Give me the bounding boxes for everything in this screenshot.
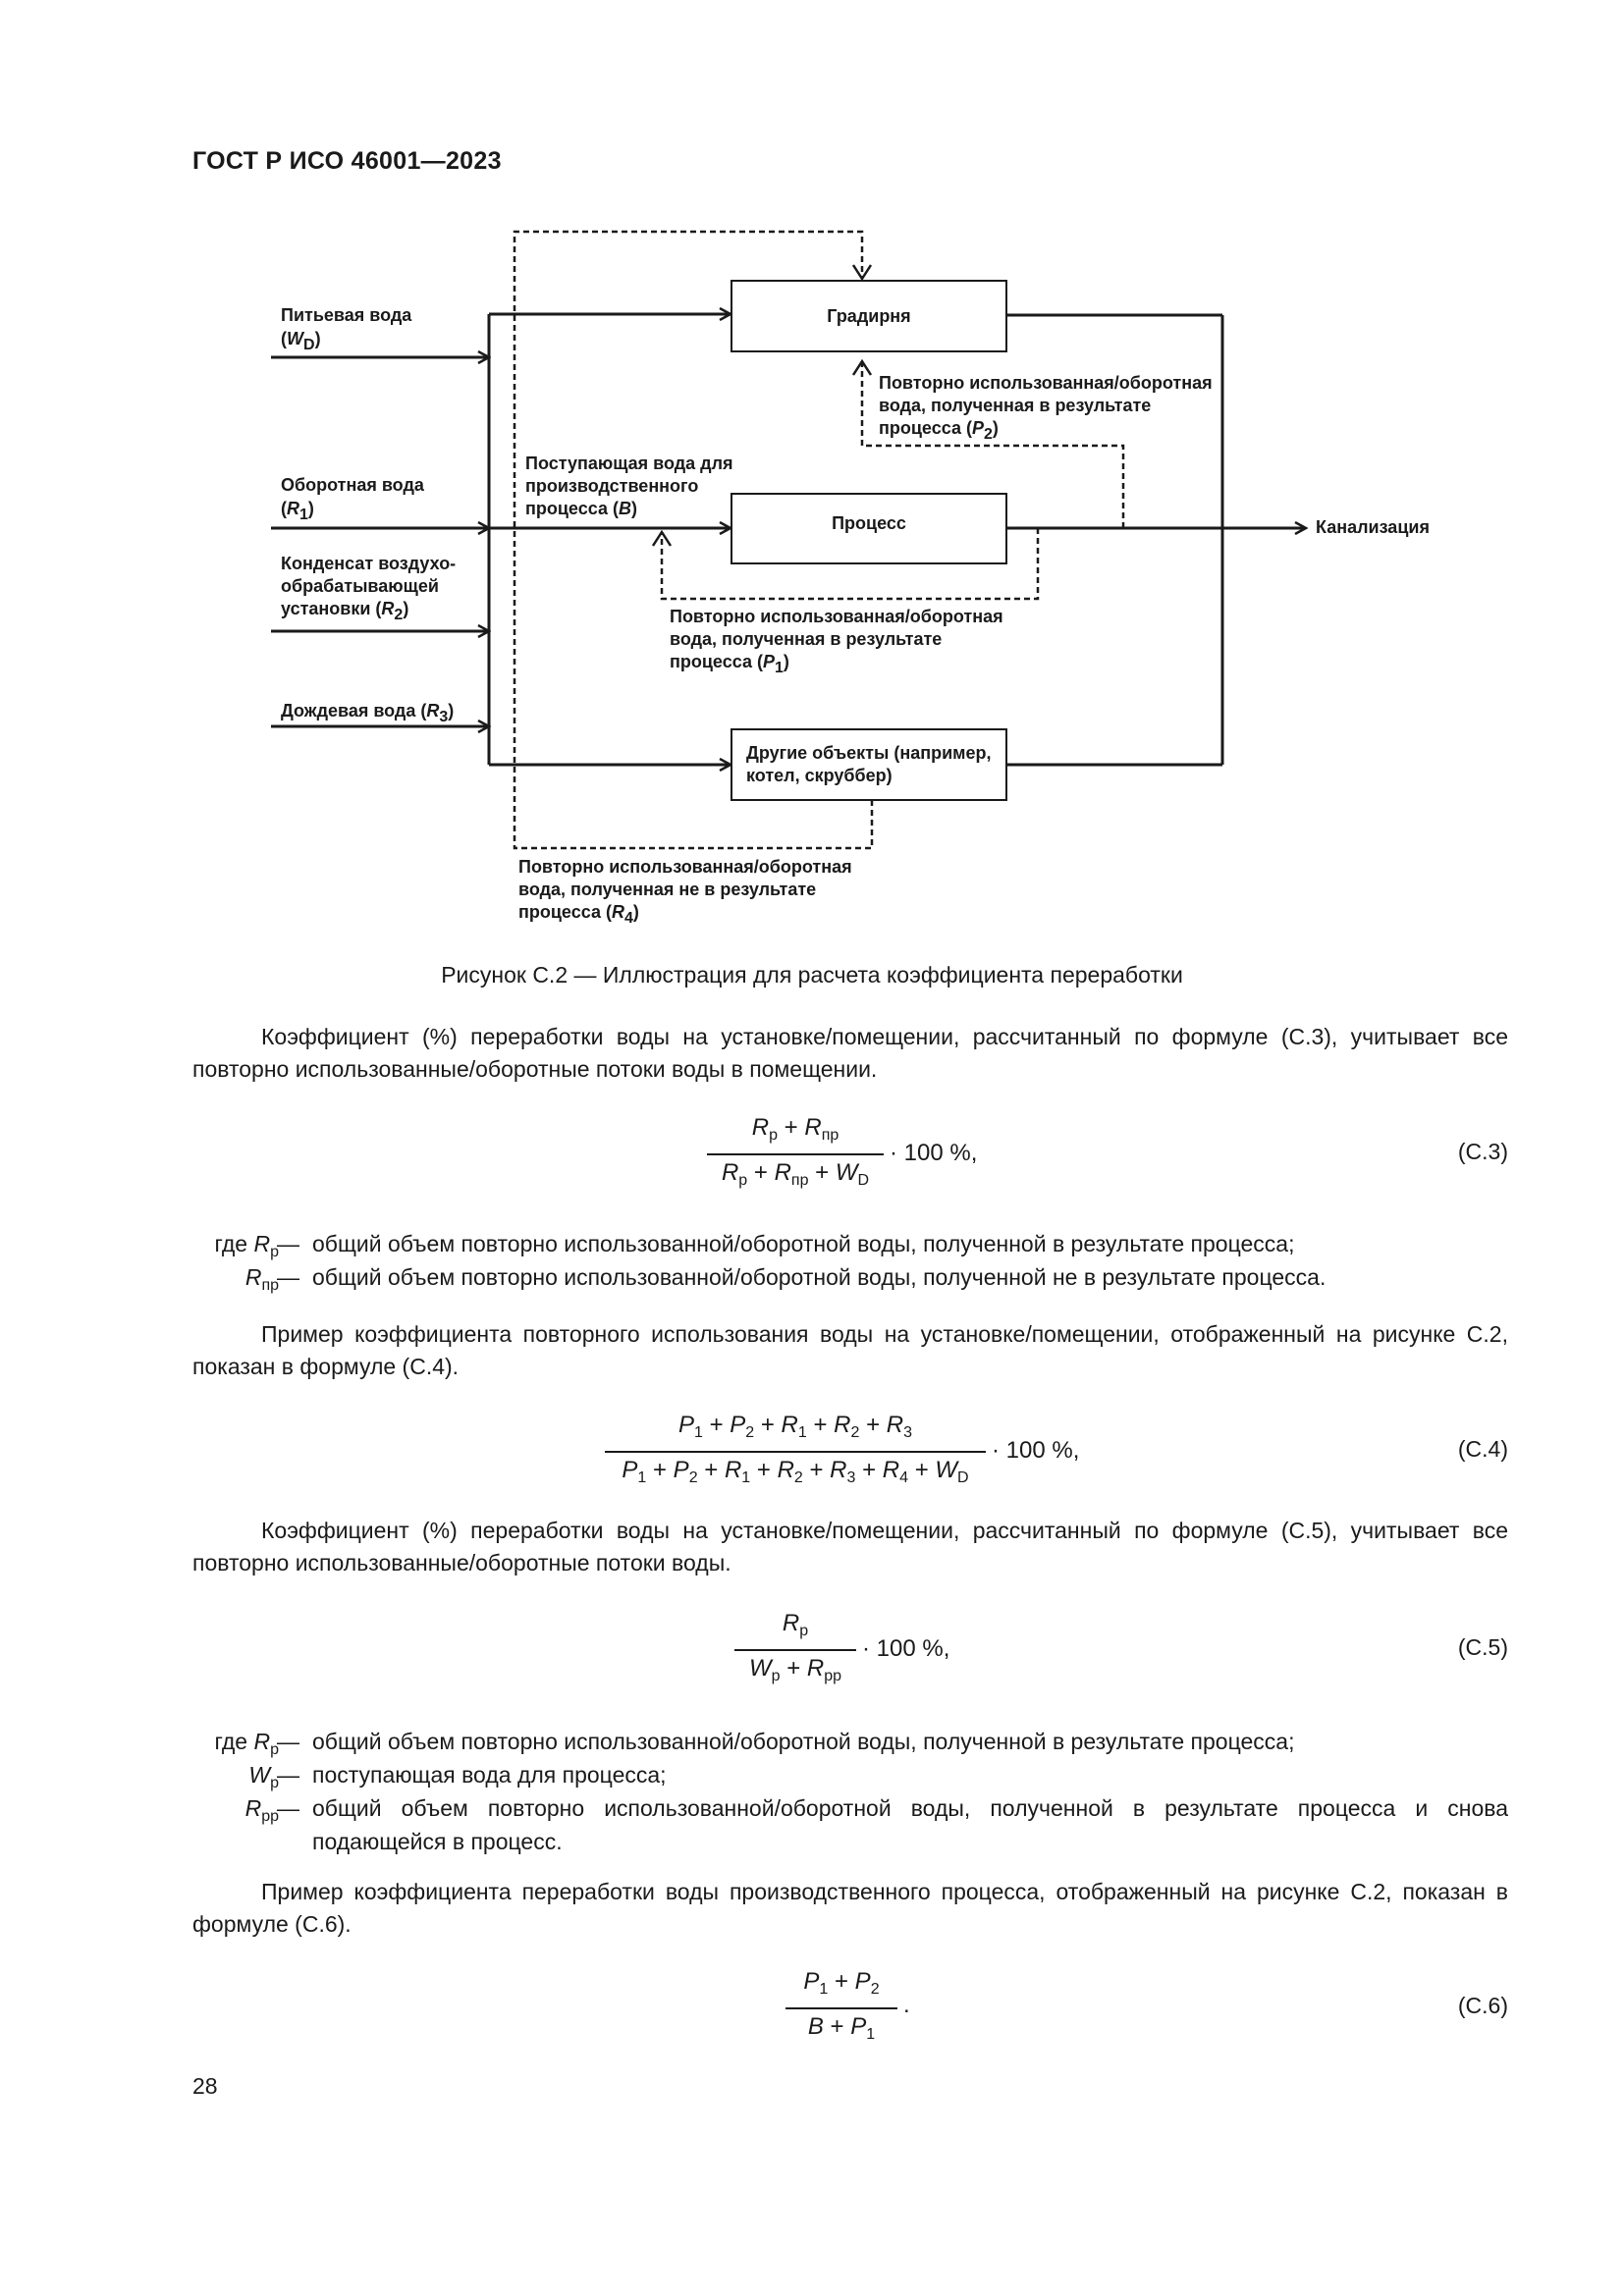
reuse-p1-label-2: вода, полученная в результате: [670, 629, 943, 649]
paragraph-1: Коэффициент (%) переработки воды на установке/помещении, рассчитанный по формуле (С.3), учитывает все повторно использованные/оборотные потоки воды в помещении.: [192, 1024, 1508, 1082]
formula-c5-number: (С.5): [1457, 1634, 1508, 1660]
process-label: Процесс: [832, 513, 906, 533]
drinking-water-label: Питьевая вода: [281, 305, 412, 325]
paragraph-3: Коэффициент (%) переработки воды на установке/помещении, рассчитанный по формуле (С.5), учитывает все повторно использованные/оборотные потоки воды.: [192, 1518, 1508, 1575]
reuse-r4-label-1: Повторно использованная/оборотная: [518, 857, 852, 877]
paragraph-2: Пример коэффициента повторного использования воды на установке/помещении, отображенный на рисунке С.2, показан в формуле (С.4).: [192, 1321, 1508, 1379]
other-objects-label-2: котел, скруббер): [746, 766, 893, 785]
reuse-p2-label-2: вода, полученная в результате: [879, 396, 1152, 415]
formula-c4: $P_1 + P_2 + R_1 + R_2 + R_3$ $P_1 + P_2 + R_1 + R_2 + R_3 + R_4 + W_D$ · 100 %,: [605, 1412, 1115, 1490]
formula-c3-number: (С.3): [1457, 1139, 1508, 1164]
page-number: 28: [192, 2073, 218, 2099]
reuse-p1-label-3: процесса $(P_1)$: [670, 652, 789, 676]
condensate-label-1: Конденсат воздухо-: [281, 554, 457, 573]
sewer-label: Канализация: [1316, 517, 1430, 537]
figure-caption: Рисунок С.2 — Иллюстрация для расчета коэффициента переработки: [441, 962, 1183, 988]
cooling-tower-box: [731, 280, 1007, 352]
formula-c4-number: (С.4): [1457, 1436, 1508, 1462]
recycled-water-label: Оборотная вода: [281, 475, 424, 495]
rain-water-label: Дождевая вода $(R_3)$: [281, 701, 455, 725]
reuse-p1-label-1: Повторно использованная/оборотная: [670, 607, 1003, 626]
recycled-water-symbol: $(R_1)$: [281, 499, 314, 523]
formula-c3: $R_р + R_{пр}$ $R_р + R_{пр} + W_D$ · 100 %,: [707, 1114, 1001, 1193]
reuse-r4-label-2: вода, полученная не в результате: [518, 880, 817, 899]
other-objects-label-1: Другие объекты (например,: [746, 743, 992, 763]
formula-c5: $R_р$ $W_р + R_{рр}$ · 100 %,: [734, 1610, 990, 1688]
incoming-water-label-1: Поступающая вода для: [525, 454, 733, 473]
condensate-label-2: обрабатывающей: [281, 576, 439, 596]
cooling-tower-label: Градирня: [827, 306, 911, 326]
reuse-p2-label-1: Повторно использованная/оборотная: [879, 373, 1213, 393]
reuse-r4-label-3: процесса $(R_4)$: [518, 902, 639, 927]
where-c3: где $R_р$ — общий объем повторно использованной/оборотной воды, полученной в результате процесса; $R_{пр}$ — общий объем повторно использованной/оборотной воды, полученной не в результате процесса.: [214, 1231, 1326, 1294]
other-objects-box: [731, 728, 1007, 801]
condensate-label-3: установки $(R_2)$: [281, 599, 409, 623]
formula-c6-number: (С.6): [1457, 1993, 1508, 2018]
document-header: ГОСТ Р ИСО 46001—2023: [192, 147, 502, 175]
drinking-water-symbol: $(W_D)$: [281, 329, 321, 353]
flow-diagram: [0, 0, 1624, 942]
process-box: [731, 493, 1007, 564]
paragraph-4: Пример коэффициента переработки воды производственного процесса, отображенный на рисунке С.2, показан в формуле (С.6).: [192, 1879, 1508, 1937]
reuse-p2-label-3: процесса $(P_2)$: [879, 418, 999, 443]
incoming-water-label-3: процесса (B): [525, 499, 637, 518]
incoming-water-label-2: производственного: [525, 476, 699, 496]
formula-c6: $P_1 + P_2$ $B + P_1$ .: [785, 1968, 943, 2047]
where-c5: где $R_р$ — общий объем повторно использованной/оборотной воды, полученной в результате процесса; $W_р$ — поступающая вода для процесса; $R_{рр}$ — общий объем повторно использованной/оборотной воды, полученной в результате процесса и снова подающейся в процесс.: [214, 1729, 1508, 1854]
